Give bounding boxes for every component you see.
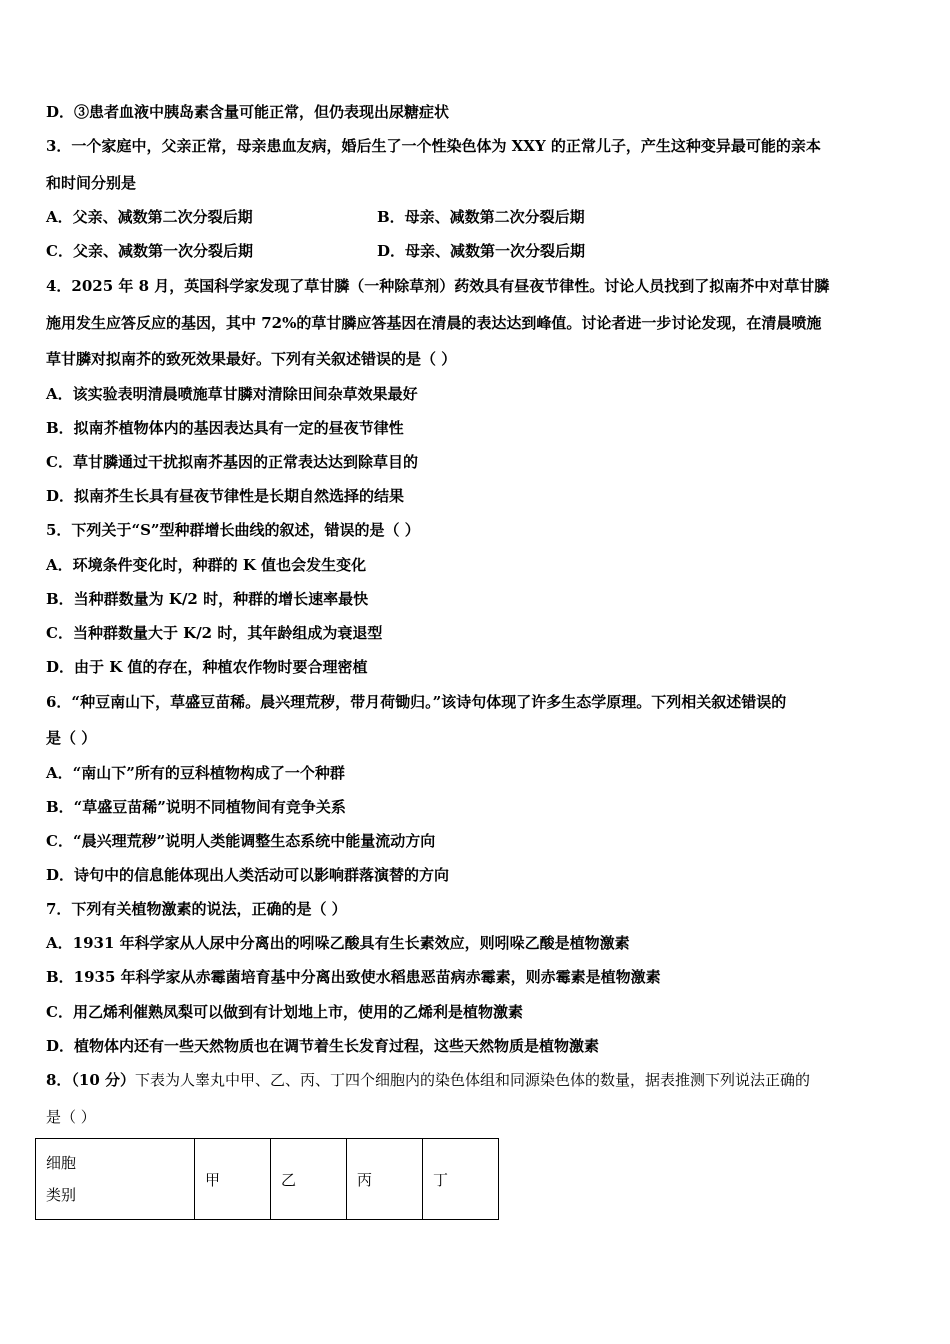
q3-option-d: D．母亲、减数第一次分裂后期 bbox=[377, 242, 586, 260]
table-col-jia: 甲 bbox=[195, 1139, 271, 1220]
q7-stem: 7．下列有关植物激素的说法，正确的是（ ） bbox=[46, 900, 347, 918]
q8-number-score: 8．（10 分） bbox=[46, 1071, 136, 1089]
q7-option-a: A．1931 年科学家从人尿中分离出的吲哚乙酸具有生长素效应，则吲哚乙酸是植物激素 bbox=[46, 934, 630, 952]
table-col-ding: 丁 bbox=[423, 1139, 499, 1220]
q8-stem-line2: 是（ ） bbox=[46, 1108, 96, 1126]
q5-option-d: D．由于 K 值的存在，种植农作物时要合理密植 bbox=[46, 658, 368, 676]
q5-stem: 5．下列关于“S”型种群增长曲线的叙述，错误的是（ ） bbox=[46, 521, 420, 539]
q3-option-b: B．母亲、减数第二次分裂后期 bbox=[377, 208, 585, 226]
q6-stem-line2: 是（ ） bbox=[46, 729, 97, 747]
q6-option-a: A．“南山下”所有的豆科植物构成了一个种群 bbox=[46, 764, 345, 782]
q4-stem-line3: 草甘膦对拟南芥的致死效果最好。下列有关叙述错误的是（ ） bbox=[46, 350, 457, 368]
q4-stem-line1: 4．2025 年 8 月，英国科学家发现了草甘膦（一种除草剂）药效具有昼夜节律性。讨论人员找到了拟南芥中对草甘膦 bbox=[46, 277, 830, 295]
header-line2: 类别 bbox=[46, 1186, 77, 1204]
q7-option-b: B．1935 年科学家从赤霉菌培育基中分离出致使水稻患恶苗病赤霉素，则赤霉素是植物激素 bbox=[46, 968, 661, 986]
q6-stem-line1: 6．“种豆南山下，草盛豆苗稀。晨兴理荒秽，带月荷锄归。”该诗句体现了许多生态学原理。下列相关叙述错误的 bbox=[46, 693, 787, 711]
q2-option-d: D．③患者血液中胰岛素含量可能正常，但仍表现出尿糖症状 bbox=[46, 103, 450, 121]
table-col-bing: 丙 bbox=[347, 1139, 423, 1220]
table-row bbox=[36, 1139, 499, 1220]
q3-option-c: C．父亲、减数第一次分裂后期 bbox=[46, 242, 253, 260]
q5-option-c: C．当种群数量大于 K/2 时，其年龄组成为衰退型 bbox=[46, 624, 383, 642]
header-line1: 细胞 bbox=[46, 1154, 77, 1172]
table-header-cell bbox=[36, 1139, 195, 1220]
cell-table bbox=[35, 1138, 499, 1220]
q4-option-d: D．拟南芥生长具有昼夜节律性是长期自然选择的结果 bbox=[46, 487, 405, 505]
q6-option-c: C．“晨兴理荒秽”说明人类能调整生态系统中能量流动方向 bbox=[46, 832, 436, 850]
q4-option-c: C．草甘膦通过干扰拟南芥基因的正常表达达到除草目的 bbox=[46, 453, 418, 471]
q3-option-a: A．父亲、减数第二次分裂后期 bbox=[46, 208, 253, 226]
q3-stem-line2: 和时间分别是 bbox=[46, 174, 137, 192]
q5-option-a: A．环境条件变化时，种群的 K 值也会发生变化 bbox=[46, 556, 367, 574]
q7-option-c: C．用乙烯利催熟凤梨可以做到有计划地上市，使用的乙烯利是植物激素 bbox=[46, 1003, 523, 1021]
q4-stem-line2: 施用发生应答反应的基因，其中 72%的草甘膦应答基因在清晨的表达达到峰值。讨论者进一步讨论发现，在清晨喷施 bbox=[46, 314, 822, 332]
q6-option-d: D．诗句中的信息能体现出人类活动可以影响群落演替的方向 bbox=[46, 866, 450, 884]
q7-option-d: D．植物体内还有一些天然物质也在调节着生长发育过程，这些天然物质是植物激素 bbox=[46, 1037, 600, 1055]
table-col-yi: 乙 bbox=[271, 1139, 347, 1220]
q5-option-b: B．当种群数量为 K/2 时，种群的增长速率最快 bbox=[46, 590, 369, 608]
q4-option-a: A．该实验表明清晨喷施草甘膦对清除田间杂草效果最好 bbox=[46, 385, 418, 403]
q6-option-b: B．“草盛豆苗稀”说明不同植物间有竞争关系 bbox=[46, 798, 346, 816]
q8-stem-text: 下表为人睾丸中甲、乙、丙、丁四个细胞内的染色体组和同源染色体的数量，据表推测下列说法正确的 bbox=[135, 1071, 811, 1089]
q8-stem-line1 bbox=[46, 1070, 810, 1090]
q3-stem-line1: 3．一个家庭中，父亲正常，母亲患血友病，婚后生了一个性染色体为 XXY 的正常儿子，产生这种变异最可能的亲本 bbox=[46, 137, 821, 155]
q4-option-b: B．拟南芥植物体内的基因表达具有一定的昼夜节律性 bbox=[46, 419, 404, 437]
